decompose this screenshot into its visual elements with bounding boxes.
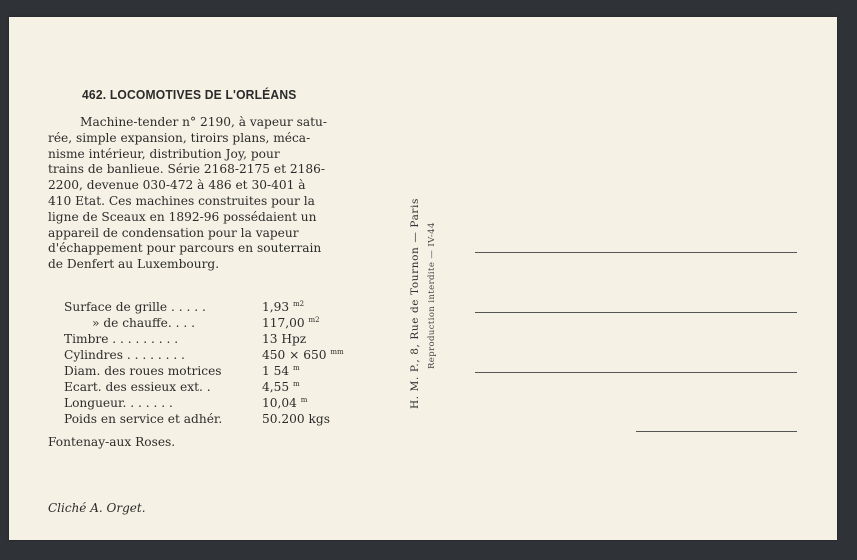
paragraph-line: 2200, devenue 030-472 à 486 et 30-401 à [48,178,306,193]
spec-row [64,396,374,412]
spec-row [64,316,374,332]
paragraph-line: trains de banlieue. Série 2168-2175 et 2186- [48,162,326,177]
spec-row [64,332,374,348]
spec-row [64,380,374,396]
specifications-table [64,300,374,428]
spec-label: » de chauffe. . . . [92,316,195,330]
address-line [475,312,797,313]
spec-label: Cylindres . . . . . . . . [64,348,185,362]
spec-label: Surface de grille . . . . . [64,300,206,314]
spec-value: 1,93 $^{m2}$ [262,300,305,315]
spec-row [64,364,374,380]
spec-label: Longueur. . . . . . . [64,396,173,410]
spec-row [64,412,374,428]
spec-value: 450 × 650 $^{mm}$ [262,348,344,363]
paragraph-line: rée, simple expansion, tiroirs plans, méca- [48,130,311,145]
spec-row [64,300,374,316]
photo-credit: Cliché A. Orget. [48,501,146,515]
card-title: 462. LOCOMOTIVES DE L'ORLÉANS [82,87,297,102]
paragraph-line: 410 Etat. Ces machines construites pour la [48,193,315,208]
spec-label: Poids en service et adhér. [64,412,223,426]
postcard [9,17,837,540]
spec-value: 50.200 kgs [262,412,330,427]
spec-value: 4,55 $^m$ [262,380,300,395]
spec-value: 1 54 $^m$ [262,364,300,379]
publisher-imprint: H. M. P., 8, Rue de Tournon — Paris [409,198,421,409]
paragraph-line: Machine-tender n° 2190, à vapeur satu- [80,115,327,129]
address-line [475,372,797,373]
description-paragraph [48,115,368,273]
spec-label: Diam. des roues motrices [64,364,222,378]
paragraph-line: appareil de condensation pour la vapeur [48,225,299,240]
reproduction-notice: Reproduction interdite — IV-44 [427,222,437,369]
spec-row [64,348,374,364]
address-line [475,252,797,253]
location-caption: Fontenay-aux Roses. [48,435,176,449]
address-line [636,431,797,432]
spec-value: 10,04 $^m$ [262,396,308,411]
paragraph-line: de Denfert au Luxembourg. [48,257,220,272]
spec-label: Timbre . . . . . . . . . [64,332,179,346]
paragraph-line: nisme intérieur, distribution Joy, pour [48,146,280,161]
spec-label: Ecart. des essieux ext. . [64,380,211,394]
paragraph-line: ligne de Sceaux en 1892-96 possédaient un [48,209,317,224]
spec-value: 117,00 $^{m2}$ [262,316,320,331]
spec-value: 13 Hpz [262,332,307,347]
paragraph-line: d'échappement pour parcours en souterrain [48,241,322,256]
